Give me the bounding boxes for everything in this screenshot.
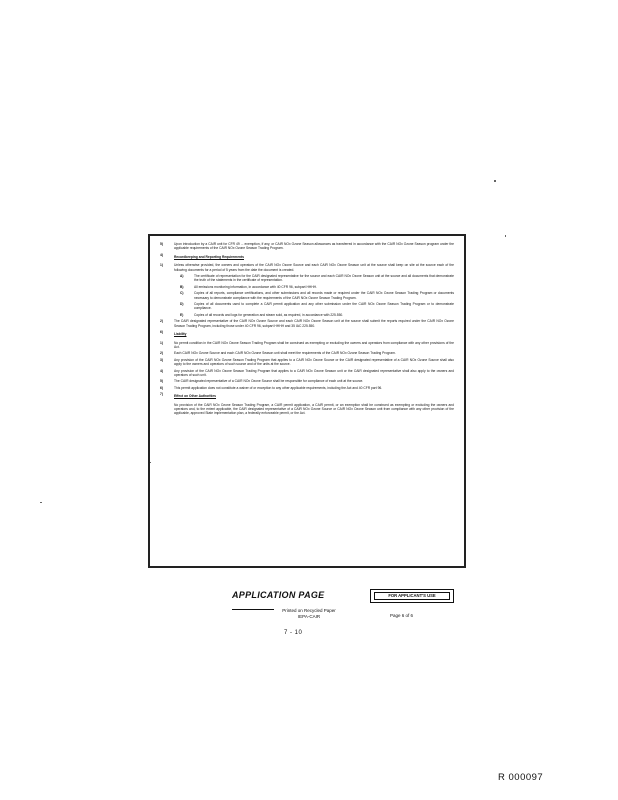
scan-speck [505,235,506,237]
paragraph-text: Upon introduction by a CAIR unit for CFR 49 ... exemption, if any, or CAIR NOx Ozone Season allowances as transferred in accordance with the CAIR NOx Ozone Season program under the applicable requirements of the CAIR NOx Ozone Season Trading Program. [174,242,454,251]
document-page [148,234,466,568]
document-paragraph [180,302,454,311]
paragraph-number: 2) [160,319,163,324]
document-paragraph [180,291,454,300]
paragraph-number: 7) [160,392,163,397]
document-paragraph [160,386,454,390]
document-paragraph [160,369,454,378]
paragraph-number: C) [180,291,184,296]
paragraph-number: 5) [160,379,163,384]
document-page-mark: 7 - 10 [284,630,303,636]
paragraph-text: Any provision of the CAIR NOx Ozone Season Trading Program that applies to a CAIR NOx Ozone Season unit or the CAIR designated representative shall also apply to the owners and operators of such unit. [174,368,454,377]
form-identifier [274,608,344,620]
paragraph-text: Any provision of the CAIR NOx Ozone Season Trading Program that applies to a CAIR NOx Ozone Source or the CAIR designated representative of a CAIR NOx Ozone Source shall also apply to the owners and operators of such source and of the units at the source. [174,357,454,367]
document-paragraph [180,313,454,317]
bates-number: R 000097 [498,772,544,783]
paragraph-text: Each CAIR NOx Ozone Source and each CAIR NOx Ozone Season unit shall meet the requirements of the CAIR NOx Ozone Season Trading Program. [174,351,396,356]
paragraph-number: B) [180,284,184,289]
form-code-text: IEPA-CAIR [297,614,321,619]
document-paragraph [160,358,454,367]
paragraph-number: 2) [160,351,163,356]
document-paragraph [160,242,454,251]
paragraph-text: Copies of all reports, compliance certifications, and other submissions and all records made or required under the CAIR NOx Ozone Season Trading Program or documents necessary to demonstrate compliance with the requirements of the CAIR NOx Ozone Season Trading Program. [194,291,454,300]
page-number: Page 6 of 6 [390,613,414,618]
document-paragraph [180,274,454,283]
paragraph-number: D) [180,302,184,307]
paragraph-number: 1) [160,263,163,268]
paragraph-number: 3) [160,357,163,362]
printed-on-text: Printed on Recycled Paper [282,608,336,613]
paragraph-text: Liability [174,332,187,337]
document-paragraph [160,263,454,272]
document-paragraph [160,379,454,383]
paragraph-number: E) [180,312,184,317]
scan-speck [40,502,42,503]
paragraph-text: Copies of all records and logs for generation and steam sold, as required, in accordance with 225.550. [194,312,344,317]
paragraph-text: Effect on Other Authorities [174,394,217,399]
paragraph-number [160,403,174,416]
paragraph-text: The CAIR designated representative of a CAIR NOx Ozone Source shall be responsible for compliance of each unit at the source. [174,379,364,384]
section-heading [160,253,454,261]
paragraph-text: The CAIR designated representative of the CAIR NOx Ozone Source and each CAIR NOx Ozone Season unit at the source shall submit the reports required under the CAIR NOx Ozone Season Trading Program, including those under 40 CFR 96, subpart HHHH and 35 IAC 225.550. [174,319,454,328]
application-page-label [232,590,362,610]
section-heading [160,330,454,338]
paragraph-number: 6) [160,385,163,390]
paragraph-text: No provision of the CAIR NOx Ozone Season Trading Program, a CAIR permit application, a CAIR permit, or an exemption shall be construed as exempting or excluding the owners and operators and, to the extent applicable, the CAIR designated representative of a CAIR NOx Ozone Source or CAIR NOx Ozone Season unit from compliance with any other provision of the applicable, approved State implementation plan, a federally enforceable permit, or the Act. [174,402,454,416]
office-use-box [370,589,454,603]
paragraph-text: All emissions monitoring information, in accordance with 40 CFR 96, subpart HHHH. [194,284,317,289]
paragraph-text: Unless otherwise provided, the owners and operators of the CAIR NOx Ozone Source and each CAIR NOx Ozone Season unit at the source shall keep on site at the source each of the following documents for a period of 5 years from the date the document is created. [174,263,454,272]
document-paragraph [160,351,454,355]
paragraph-number: 4) [160,368,163,373]
paragraph-number: A) [180,274,184,279]
application-page-text: APPLICATION PAGE [232,590,325,600]
paragraph-text: Recordkeeping and Reporting Requirements [174,254,244,259]
scan-speck [494,180,496,182]
paragraph-number: 6) [160,330,163,335]
application-page-line [232,601,274,610]
office-use-label: FOR APPLICANT'S USE [374,592,450,600]
paragraph-number: 5) [160,242,163,246]
paragraph-number: 1) [160,340,163,345]
paragraph-number: 4) [160,252,163,257]
paragraph-text: No permit condition in the CAIR NOx Ozone Season Trading Program shall be construed as exempting or excluding the owners and operators from compliance with any other provisions of the Act. [174,340,454,349]
paragraph-text: The certificate of representation for the CAIR designated representative for the source and each CAIR NOx Ozone Season unit at the source and all documents that demonstrate the truth of the statements in the certificate of representation. [194,274,454,283]
section-heading [160,392,454,400]
scan-speck [150,462,151,463]
document-paragraph [160,341,454,350]
document-paragraph [160,403,454,416]
paragraph-text: This permit application does not constitute a waiver of or exception to any other applicable requirements, including the Act and 40 CFR part 96. [174,385,383,390]
document-paragraph [160,319,454,328]
paragraph-text: Copies of all documents used to complete a CAIR permit application and any other submission under the CAIR NOx Ozone Season Trading Program or to demonstrate compliance. [194,302,454,311]
document-paragraph [180,285,454,289]
